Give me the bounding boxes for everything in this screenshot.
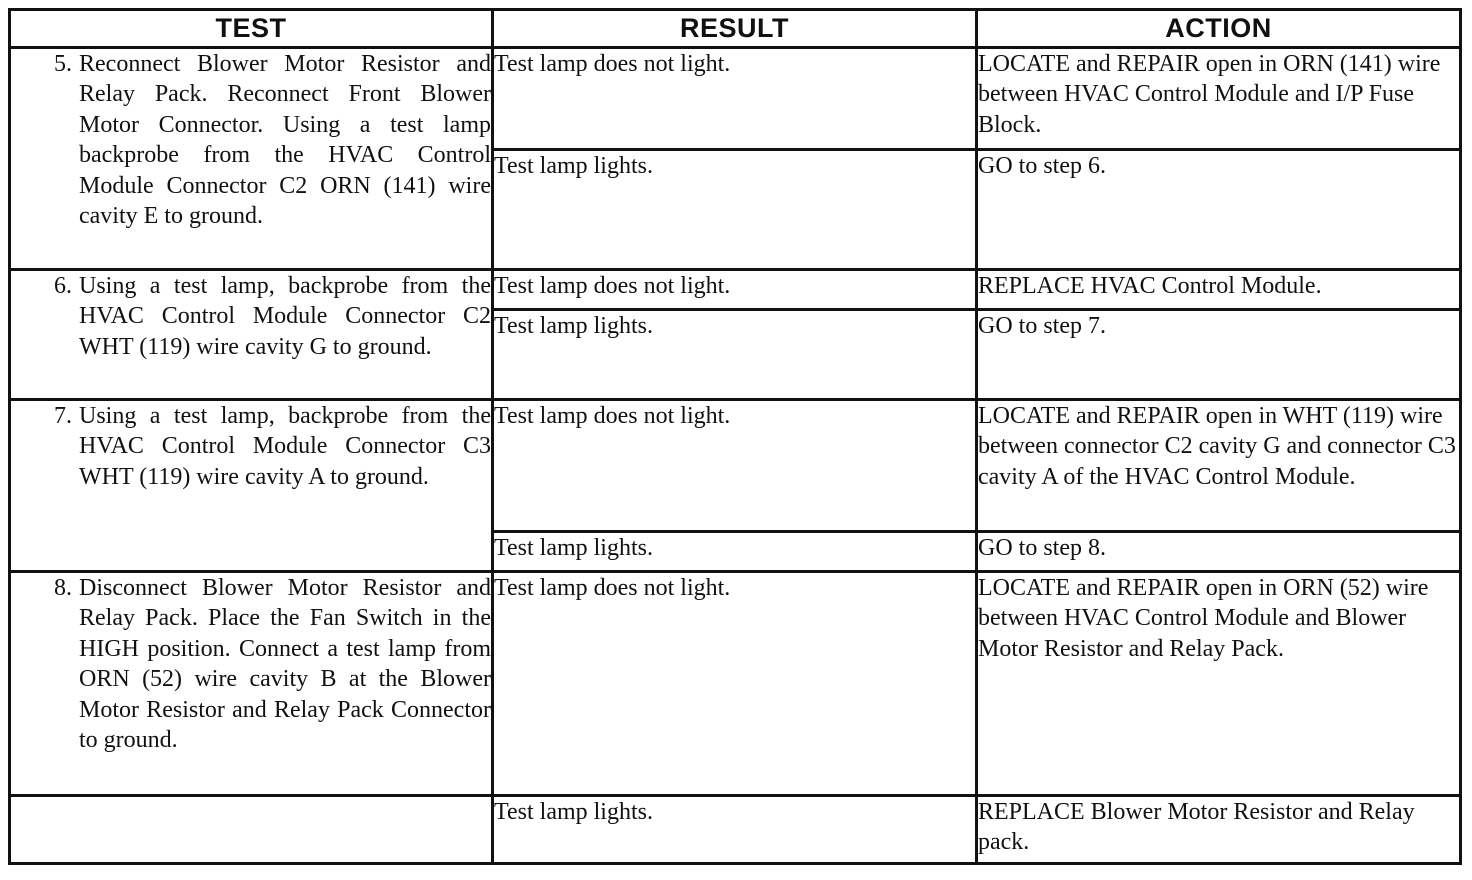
diagnostic-table <box>8 8 1462 865</box>
table-row <box>10 796 1461 864</box>
result-cell: Test lamp lights. <box>493 796 977 864</box>
result-cell: Test lamp does not light. <box>493 48 977 150</box>
table-row <box>10 400 1461 532</box>
action-cell: GO to step 6. <box>977 150 1461 270</box>
action-cell: REPLACE HVAC Control Module. <box>977 270 1461 310</box>
test-cell-step-5 <box>10 48 493 270</box>
step-number: 8. <box>54 575 72 601</box>
step-text: Reconnect Blower Motor Resistor and Relay Pack. Reconnect Front Blower Motor Connector. Using a test lamp backprobe from the HVAC Control Module Connector C2 ORN (141) wire cavity E to ground. <box>79 51 491 230</box>
result-cell: Test lamp lights. <box>493 310 977 400</box>
table-row <box>10 572 1461 796</box>
action-cell: LOCATE and REPAIR open in WHT (119) wire between connector C2 cavity G and connector C3 cavity A of the HVAC Control Module. <box>977 400 1461 532</box>
result-cell: Test lamp does not light. <box>493 400 977 532</box>
result-cell: Test lamp lights. <box>493 150 977 270</box>
step-text: Using a test lamp, backprobe from the HVAC Control Module Connector C3 WHT (119) wire cavity A to ground. <box>79 403 491 490</box>
action-cell: LOCATE and REPAIR open in ORN (141) wire between HVAC Control Module and I/P Fuse Block. <box>977 48 1461 150</box>
header-row <box>10 10 1461 48</box>
step-number: 6. <box>54 273 72 299</box>
test-cell-step-6 <box>10 270 493 400</box>
result-cell: Test lamp does not light. <box>493 270 977 310</box>
test-cell-step-8 <box>10 572 493 796</box>
step-number: 7. <box>54 403 72 429</box>
action-cell: GO to step 7. <box>977 310 1461 400</box>
test-cell-empty <box>10 796 493 864</box>
test-cell-step-7 <box>10 400 493 572</box>
table-row <box>10 270 1461 310</box>
table-row <box>10 48 1461 150</box>
result-cell: Test lamp does not light. <box>493 572 977 796</box>
header-action: ACTION <box>977 10 1461 48</box>
action-cell: REPLACE Blower Motor Resistor and Relay pack. <box>977 796 1461 864</box>
step-text: Using a test lamp, backprobe from the HVAC Control Module Connector C2 WHT (119) wire cavity G to ground. <box>79 273 491 360</box>
result-cell: Test lamp lights. <box>493 532 977 572</box>
header-test: TEST <box>10 10 493 48</box>
step-number: 5. <box>54 51 72 77</box>
action-cell: LOCATE and REPAIR open in ORN (52) wire between HVAC Control Module and Blower Motor Resistor and Relay Pack. <box>977 572 1461 796</box>
action-cell: GO to step 8. <box>977 532 1461 572</box>
header-result: RESULT <box>493 10 977 48</box>
step-text: Disconnect Blower Motor Resistor and Relay Pack. Place the Fan Switch in the HIGH position. Connect a test lamp from ORN (52) wire cavity B at the Blower Motor Resistor and Relay Pack Connector to ground. <box>79 575 491 754</box>
